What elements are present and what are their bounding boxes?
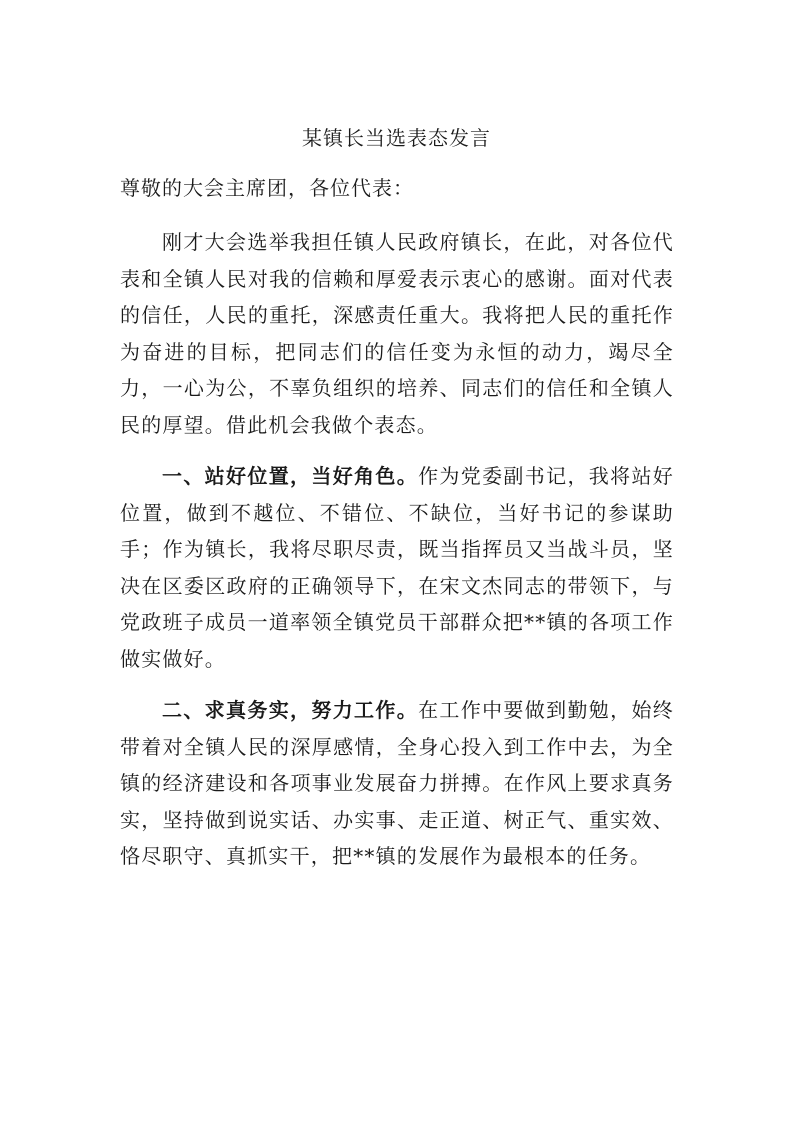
paragraph-intro [120, 224, 674, 443]
document-title: 某镇长当选表态发言 [302, 126, 491, 150]
paragraph-point-1 [120, 458, 674, 677]
paragraph-lead: 一、站好位置，当好角色。 [162, 464, 419, 488]
paragraph-lead: 二、求真务实，努力工作。 [162, 698, 419, 722]
paragraph-text: 作为党委副书记，我将站好位置，做到不越位、不错位、不缺位，当好书记的参谋助手；作为镇长，我将尽职尽责，既当指挥员又当战斗员，坚决在区委区政府的正确领导下，在宋文杰同志的带领下，与党政班子成员一道率领全镇党员干部群众把**镇的各项工作做实做好。 [120, 464, 675, 671]
document-body [120, 224, 674, 890]
paragraph-point-2 [120, 692, 674, 875]
salutation: 尊敬的大会主席团，各位代表： [120, 176, 414, 200]
paragraph-text: 在工作中要做到勤勉，始终带着对全镇人民的深厚感情，全身心投入到工作中去，为全镇的经济建设和各项事业发展奋力拼搏。在作风上要求真务实，坚持做到说实话、办实事、走正道、树正气、重实效、恪尽职守、真抓实干，把**镇的发展作为最根本的任务。 [120, 698, 675, 868]
paragraph-text: 刚才大会选举我担任镇人民政府镇长，在此，对各位代表和全镇人民对我的信赖和厚爱表示衷心的感谢。面对代表的信任，人民的重托，深感责任重大。我将把人民的重托作为奋进的目标，把同志们的信任变为永恒的动力，竭尽全力，一心为公，不辜负组织的培养、同志们的信任和全镇人民的厚望。借此机会我做个表态。 [120, 230, 674, 437]
